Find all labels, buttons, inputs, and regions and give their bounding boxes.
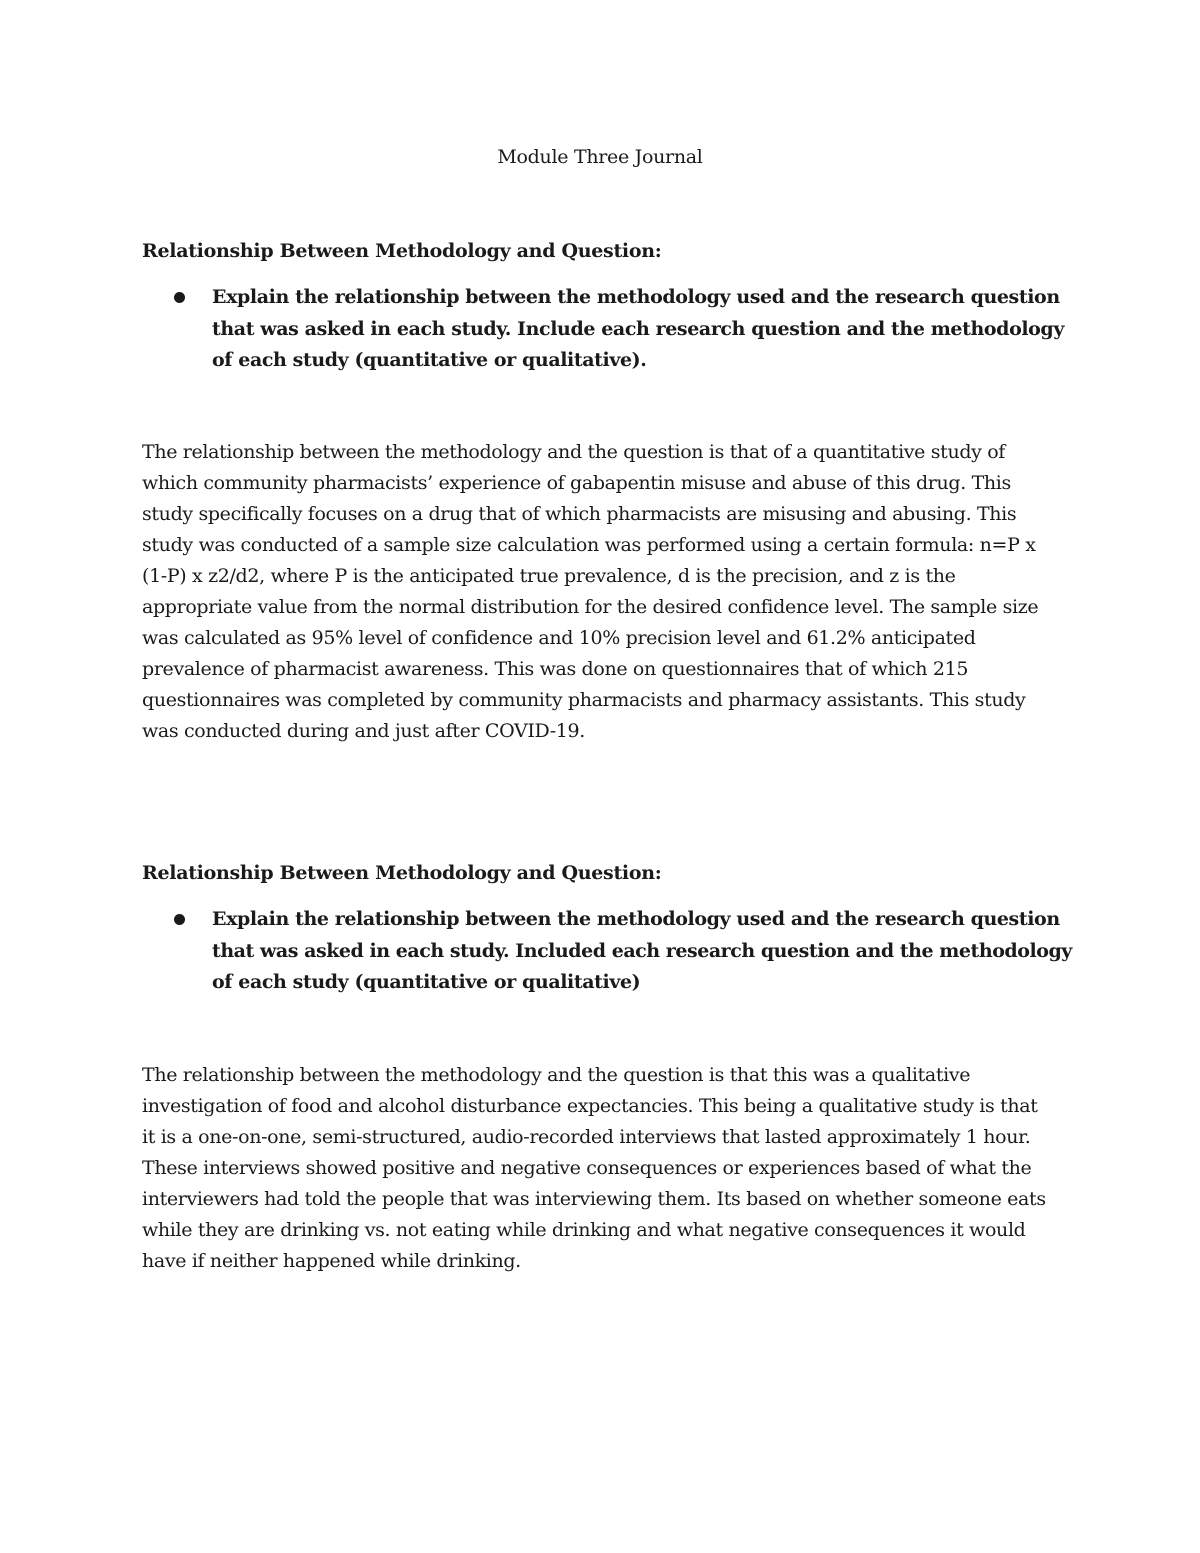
section-1-answer xyxy=(142,437,1062,747)
prompt-line: that was asked in each study. Included each research question and the methodology xyxy=(212,939,1072,962)
section-2-prompt xyxy=(212,904,1072,999)
answer-line: (1-P) x z2/d2, where P is the anticipated true prevalence, d is the precision, and z is the xyxy=(142,565,956,587)
answer-line: was calculated as 95% level of confidence and 10% precision level and 61.2% anticipated xyxy=(142,627,976,649)
bullet-icon xyxy=(174,292,185,303)
answer-line: The relationship between the methodology and the question is that of a quantitative study of xyxy=(142,441,1005,463)
answer-line: while they are drinking vs. not eating while drinking and what negative consequences it would xyxy=(142,1219,1026,1241)
document-title: Module Three Journal xyxy=(497,146,703,168)
prompt-line: of each study (quantitative or qualitative) xyxy=(212,971,641,993)
answer-line: The relationship between the methodology and the question is that this was a qualitative xyxy=(142,1064,971,1086)
answer-line: investigation of food and alcohol disturbance expectancies. This being a qualitative study is that xyxy=(142,1095,1038,1117)
bullet-icon xyxy=(174,914,185,925)
answer-line: interviewers had told the people that was interviewing them. Its based on whether someone eats xyxy=(142,1188,1046,1210)
prompt-line: that was asked in each study. Include each research question and the methodology xyxy=(212,317,1064,340)
answer-line: study specifically focuses on a drug that of which pharmacists are misusing and abusing. This xyxy=(142,503,1017,525)
answer-line: which community pharmacists’ experience of gabapentin misuse and abuse of this drug. This xyxy=(142,472,1011,494)
section-2-heading: Relationship Between Methodology and Question: xyxy=(142,862,662,884)
prompt-line: of each study (quantitative or qualitative). xyxy=(212,349,647,371)
answer-line: it is a one-on-one, semi-structured, audio-recorded interviews that lasted approximately 1 hour. xyxy=(142,1126,1031,1148)
answer-line: appropriate value from the normal distribution for the desired confidence level. The sample size xyxy=(142,596,1039,618)
section-1-heading: Relationship Between Methodology and Question: xyxy=(142,240,662,262)
prompt-line: Explain the relationship between the methodology used and the research question xyxy=(212,908,1060,930)
section-1-prompt xyxy=(212,282,1072,377)
prompt-line: Explain the relationship between the methodology used and the research question xyxy=(212,286,1060,308)
answer-line: have if neither happened while drinking. xyxy=(142,1250,521,1272)
answer-line: These interviews showed positive and negative consequences or experiences based of what the xyxy=(142,1157,1032,1179)
answer-line: prevalence of pharmacist awareness. This was done on questionnaires that of which 215 xyxy=(142,658,969,680)
answer-line: questionnaires was completed by community pharmacists and pharmacy assistants. This study xyxy=(142,689,1026,711)
section-2-answer xyxy=(142,1060,1062,1277)
answer-line: was conducted during and just after COVID-19. xyxy=(142,720,585,742)
answer-line: study was conducted of a sample size calculation was performed using a certain formula: n=P x xyxy=(142,534,1036,556)
